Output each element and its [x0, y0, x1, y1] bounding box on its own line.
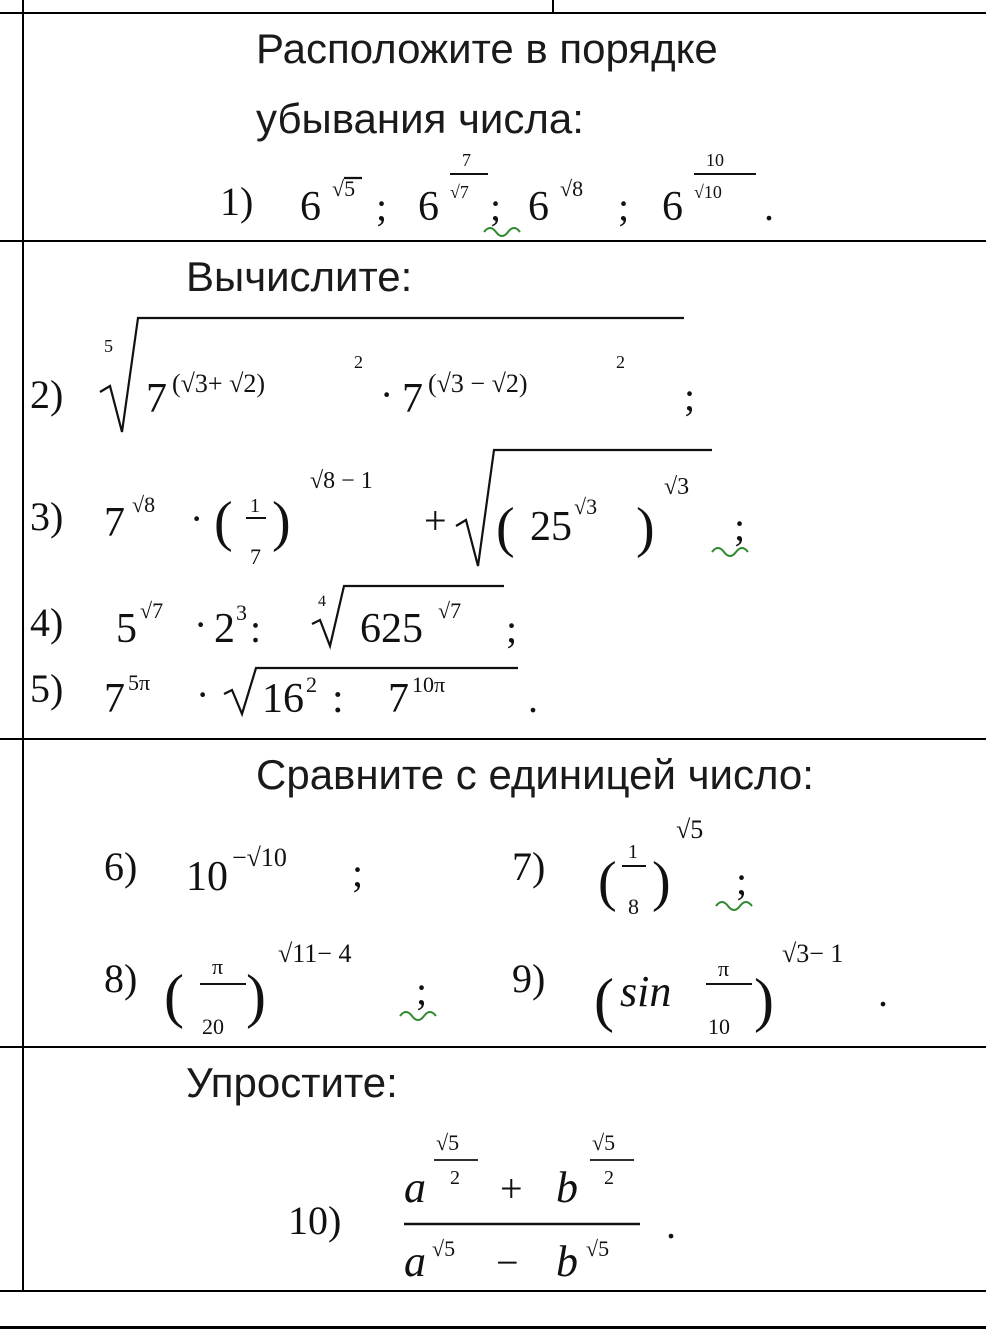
svg-text:(: (	[214, 491, 233, 553]
svg-text:): )	[652, 851, 671, 913]
svg-text:1: 1	[628, 841, 638, 863]
svg-text:;: ;	[736, 858, 748, 903]
heading-order: Расположите в порядке	[256, 25, 718, 72]
svg-text:2: 2	[616, 352, 625, 372]
svg-text:;: ;	[352, 850, 364, 895]
problem-4	[30, 586, 517, 652]
svg-text:2: 2	[354, 352, 363, 372]
heading-calculate: Вычислите:	[186, 253, 413, 300]
svg-text:7: 7	[104, 676, 125, 722]
problem-number: 1)	[220, 179, 254, 224]
svg-text:5: 5	[104, 336, 113, 356]
svg-text:√10: √10	[694, 182, 722, 202]
svg-text:√7: √7	[140, 598, 164, 623]
svg-text:7: 7	[402, 376, 423, 422]
svg-text:6: 6	[300, 184, 321, 230]
svg-text:b: b	[556, 1237, 578, 1286]
svg-text:;: ;	[506, 606, 518, 651]
svg-text:3: 3	[236, 600, 247, 625]
svg-text:.: .	[666, 1202, 676, 1247]
svg-text:b: b	[556, 1163, 578, 1212]
svg-text:): )	[272, 491, 291, 553]
svg-text:6: 6	[528, 184, 549, 230]
svg-text:sin: sin	[620, 967, 672, 1016]
svg-text:·: ·	[380, 372, 394, 417]
problem-5	[30, 666, 538, 722]
svg-text:;: ;	[490, 184, 502, 229]
problem-number: 3)	[30, 494, 64, 539]
svg-text:6: 6	[662, 184, 683, 230]
svg-text:(√3+ √2): (√3+ √2)	[172, 369, 266, 398]
svg-text:7: 7	[104, 500, 125, 546]
svg-text:10: 10	[708, 1014, 730, 1039]
svg-text:√3: √3	[574, 494, 598, 519]
svg-text:2: 2	[604, 1167, 614, 1189]
svg-text:20: 20	[202, 1014, 224, 1039]
problem-number: 7)	[512, 844, 546, 889]
svg-text:√5: √5	[586, 1236, 610, 1261]
svg-text:a: a	[404, 1237, 426, 1286]
svg-text:): )	[636, 497, 655, 559]
svg-text:;: ;	[416, 968, 428, 1013]
svg-text:(: (	[598, 851, 617, 913]
svg-text:(√3 − √2): (√3 − √2)	[428, 369, 528, 398]
svg-text:π: π	[718, 956, 730, 981]
problem-6	[104, 843, 363, 900]
svg-text:8: 8	[628, 894, 639, 919]
svg-text:√3: √3	[664, 474, 690, 500]
svg-text:6: 6	[418, 184, 439, 230]
svg-text:25: 25	[530, 504, 572, 550]
svg-text:10: 10	[186, 854, 228, 900]
svg-text:√5: √5	[436, 1130, 460, 1155]
svg-text:;: ;	[618, 184, 630, 229]
svg-text:7: 7	[250, 544, 261, 569]
svg-text:+: +	[500, 1166, 523, 1211]
svg-text:√5: √5	[432, 1236, 456, 1261]
problem-number: 2)	[30, 372, 64, 417]
svg-text:(: (	[594, 967, 614, 1033]
heading-compare: Сравните с единицей число:	[256, 751, 814, 798]
svg-text:2: 2	[214, 606, 235, 652]
svg-text:√5: √5	[332, 176, 356, 201]
problem-number: 9)	[512, 956, 546, 1001]
svg-text:√7: √7	[438, 598, 462, 623]
svg-text:·: ·	[194, 602, 208, 647]
svg-text:10π: 10π	[412, 672, 446, 697]
svg-text::: :	[332, 676, 344, 722]
svg-text:π: π	[212, 954, 224, 979]
problem-8	[104, 939, 436, 1039]
svg-text:√7: √7	[450, 182, 469, 202]
problem-number: 5)	[30, 666, 64, 711]
svg-text:1: 1	[250, 495, 260, 517]
problem-2	[30, 318, 695, 432]
svg-text:7: 7	[146, 376, 167, 422]
svg-text:(: (	[164, 963, 184, 1029]
svg-text:7: 7	[462, 150, 471, 170]
svg-text:√5: √5	[592, 1130, 616, 1155]
svg-text:−: −	[496, 1240, 519, 1285]
svg-text:√8: √8	[560, 176, 584, 201]
problem-number: 10)	[288, 1198, 342, 1243]
problem-3	[30, 450, 748, 569]
svg-text:): )	[246, 963, 266, 1029]
problem-number: 8)	[104, 956, 138, 1001]
problem-7	[512, 815, 752, 919]
svg-text:.: .	[878, 970, 888, 1015]
svg-text:5π: 5π	[128, 670, 151, 695]
svg-text:√8: √8	[132, 492, 156, 517]
svg-text:√11− 4: √11− 4	[278, 939, 352, 968]
svg-text:): )	[754, 967, 774, 1033]
problem-9	[512, 939, 888, 1039]
svg-text:.: .	[528, 676, 538, 721]
svg-text:·: ·	[196, 672, 210, 717]
svg-text::: :	[250, 606, 262, 651]
svg-text:5: 5	[116, 606, 137, 652]
svg-text:7: 7	[388, 676, 409, 722]
svg-text:(: (	[496, 497, 515, 559]
svg-text:10: 10	[706, 150, 724, 170]
svg-text:16: 16	[262, 676, 304, 722]
svg-text:√8 − 1: √8 − 1	[310, 468, 373, 494]
heading-simplify: Упростите:	[186, 1059, 398, 1106]
svg-text:√5: √5	[676, 815, 704, 844]
svg-text:a: a	[404, 1163, 426, 1212]
svg-text:−√10: −√10	[232, 843, 287, 872]
problem-10	[288, 1130, 676, 1286]
heading-order-line2: убывания числа:	[256, 95, 584, 142]
svg-text:4: 4	[318, 593, 326, 610]
svg-text:625: 625	[360, 606, 423, 652]
svg-text:·: ·	[190, 496, 204, 541]
svg-text:+: +	[424, 498, 447, 543]
svg-text:2: 2	[450, 1167, 460, 1189]
svg-text:;: ;	[376, 184, 388, 229]
svg-text:2: 2	[306, 672, 317, 697]
problem-1	[220, 150, 774, 236]
svg-text:;: ;	[684, 374, 696, 419]
problem-number: 6)	[104, 844, 138, 889]
svg-text:.: .	[764, 184, 774, 229]
problem-number: 4)	[30, 600, 64, 645]
svg-text:;: ;	[734, 504, 746, 549]
svg-text:√3− 1: √3− 1	[782, 939, 844, 968]
